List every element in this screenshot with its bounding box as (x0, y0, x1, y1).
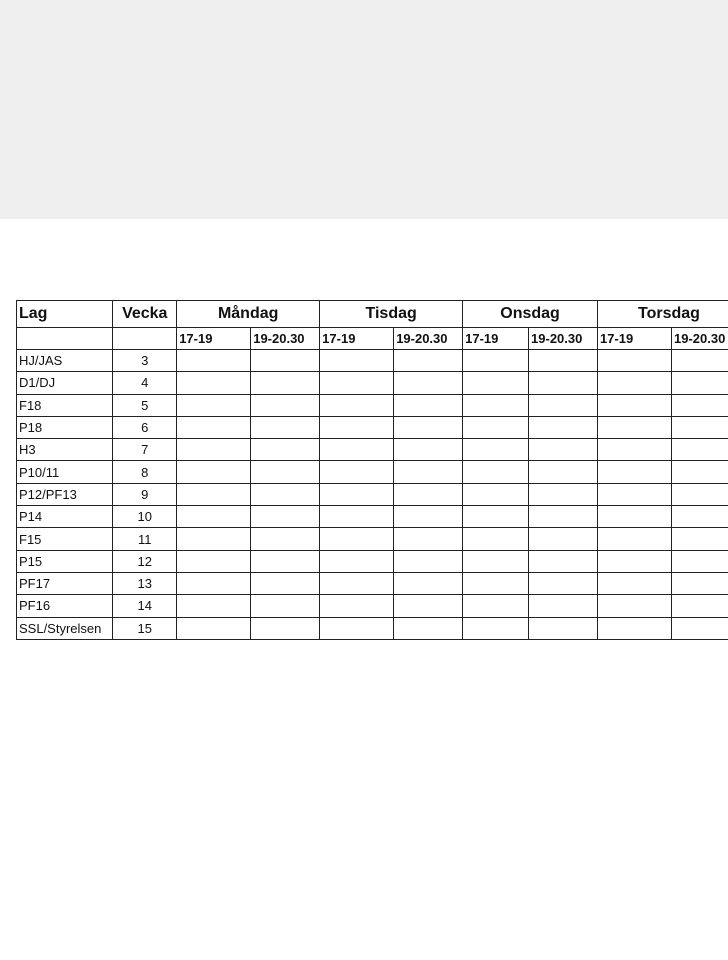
schedule-cell[interactable] (394, 506, 463, 528)
schedule-cell[interactable] (251, 550, 320, 572)
team-cell: PF16 (17, 595, 113, 617)
schedule-cell[interactable] (671, 506, 728, 528)
week-cell: 4 (113, 372, 177, 394)
schedule-cell[interactable] (463, 372, 529, 394)
week-cell: 13 (113, 572, 177, 594)
schedule-cell[interactable] (597, 461, 671, 483)
week-cell: 14 (113, 595, 177, 617)
schedule-cell[interactable] (177, 617, 251, 639)
table-row (17, 372, 728, 394)
schedule-cell[interactable] (320, 595, 394, 617)
table-row (17, 572, 728, 594)
schedule-cell[interactable] (463, 506, 529, 528)
blank-cell (113, 328, 177, 350)
schedule-cell[interactable] (177, 372, 251, 394)
schedule-cell[interactable] (394, 394, 463, 416)
slot-mandag-late: 19-20.30 (251, 328, 320, 350)
table-row (17, 595, 728, 617)
schedule-cell[interactable] (463, 416, 529, 438)
schedule-cell[interactable] (671, 595, 728, 617)
schedule-cell[interactable] (597, 416, 671, 438)
schedule-cell[interactable] (463, 528, 529, 550)
slot-tisdag-early: 17-19 (320, 328, 394, 350)
slot-torsdag-early: 17-19 (597, 328, 671, 350)
schedule-cell[interactable] (394, 483, 463, 505)
week-cell: 3 (113, 350, 177, 372)
schedule-cell[interactable] (394, 372, 463, 394)
schedule-cell[interactable] (251, 528, 320, 550)
schedule-cell[interactable] (394, 416, 463, 438)
team-cell: P18 (17, 416, 113, 438)
schedule-cell[interactable] (320, 572, 394, 594)
header-vecka: Vecka (113, 301, 177, 328)
schedule-cell[interactable] (320, 617, 394, 639)
schedule-cell[interactable] (671, 394, 728, 416)
team-cell: H3 (17, 439, 113, 461)
team-cell: HJ/JAS (17, 350, 113, 372)
team-cell: D1/DJ (17, 372, 113, 394)
schedule-cell[interactable] (671, 528, 728, 550)
schedule-cell[interactable] (597, 595, 671, 617)
schedule-cell[interactable] (597, 483, 671, 505)
schedule-cell[interactable] (177, 439, 251, 461)
schedule-cell[interactable] (320, 394, 394, 416)
schedule-cell[interactable] (529, 483, 598, 505)
slot-onsdag-early: 17-19 (463, 328, 529, 350)
schedule-table (16, 300, 728, 640)
schedule-cell[interactable] (597, 550, 671, 572)
header-day-torsdag: Torsdag (597, 301, 728, 328)
schedule-cell[interactable] (320, 506, 394, 528)
week-cell: 10 (113, 506, 177, 528)
schedule-cell[interactable] (463, 595, 529, 617)
schedule-cell[interactable] (463, 394, 529, 416)
table-row (17, 483, 728, 505)
schedule-cell[interactable] (529, 461, 598, 483)
schedule-cell[interactable] (251, 617, 320, 639)
table-row (17, 416, 728, 438)
time-slot-row (17, 328, 728, 350)
schedule-cell[interactable] (671, 350, 728, 372)
header-day-tisdag: Tisdag (320, 301, 463, 328)
schedule-cell[interactable] (177, 394, 251, 416)
schedule-cell[interactable] (251, 439, 320, 461)
schedule-cell[interactable] (529, 595, 598, 617)
schedule-cell[interactable] (597, 394, 671, 416)
schedule-cell[interactable] (463, 350, 529, 372)
header-day-mandag: Måndag (177, 301, 320, 328)
schedule-cell[interactable] (320, 550, 394, 572)
slot-mandag-early: 17-19 (177, 328, 251, 350)
schedule-cell[interactable] (320, 483, 394, 505)
team-cell: P10/11 (17, 461, 113, 483)
schedule-cell[interactable] (177, 550, 251, 572)
team-cell: P12/PF13 (17, 483, 113, 505)
schedule-cell[interactable] (177, 483, 251, 505)
week-cell: 6 (113, 416, 177, 438)
table-row (17, 506, 728, 528)
schedule-cell[interactable] (671, 439, 728, 461)
schedule-cell[interactable] (177, 506, 251, 528)
schedule-cell[interactable] (251, 572, 320, 594)
schedule-cell[interactable] (320, 416, 394, 438)
schedule-cell[interactable] (320, 528, 394, 550)
schedule-cell[interactable] (251, 416, 320, 438)
schedule-cell[interactable] (177, 416, 251, 438)
top-gray-band (0, 0, 728, 219)
schedule-cell[interactable] (177, 595, 251, 617)
schedule-cell[interactable] (529, 416, 598, 438)
schedule-cell[interactable] (529, 572, 598, 594)
schedule-cell[interactable] (597, 506, 671, 528)
slot-torsdag-late: 19-20.30 (671, 328, 728, 350)
schedule-cell[interactable] (394, 461, 463, 483)
schedule-cell[interactable] (529, 528, 598, 550)
week-cell: 5 (113, 394, 177, 416)
schedule-cell[interactable] (320, 372, 394, 394)
schedule-cell[interactable] (251, 506, 320, 528)
slot-onsdag-late: 19-20.30 (529, 328, 598, 350)
schedule-cell[interactable] (597, 528, 671, 550)
schedule-sheet (16, 300, 728, 640)
week-cell: 11 (113, 528, 177, 550)
schedule-cell[interactable] (671, 550, 728, 572)
team-cell: F15 (17, 528, 113, 550)
schedule-cell[interactable] (394, 617, 463, 639)
schedule-cell[interactable] (529, 550, 598, 572)
table-row (17, 394, 728, 416)
slot-tisdag-late: 19-20.30 (394, 328, 463, 350)
schedule-cell[interactable] (177, 528, 251, 550)
schedule-cell[interactable] (597, 572, 671, 594)
schedule-cell[interactable] (529, 617, 598, 639)
schedule-cell[interactable] (529, 350, 598, 372)
schedule-cell[interactable] (463, 461, 529, 483)
table-row (17, 550, 728, 572)
week-cell: 12 (113, 550, 177, 572)
schedule-cell[interactable] (177, 461, 251, 483)
schedule-cell[interactable] (463, 483, 529, 505)
team-cell: P15 (17, 550, 113, 572)
schedule-cell[interactable] (463, 617, 529, 639)
team-cell: SSL/Styrelsen (17, 617, 113, 639)
week-cell: 9 (113, 483, 177, 505)
table-row (17, 528, 728, 550)
table-row (17, 617, 728, 639)
schedule-cell[interactable] (394, 439, 463, 461)
schedule-cell[interactable] (251, 394, 320, 416)
schedule-cell[interactable] (320, 350, 394, 372)
schedule-cell[interactable] (394, 350, 463, 372)
schedule-cell[interactable] (671, 572, 728, 594)
team-cell: F18 (17, 394, 113, 416)
schedule-cell[interactable] (597, 372, 671, 394)
team-cell: PF17 (17, 572, 113, 594)
team-cell: P14 (17, 506, 113, 528)
schedule-cell[interactable] (529, 506, 598, 528)
schedule-cell[interactable] (251, 483, 320, 505)
schedule-cell[interactable] (671, 461, 728, 483)
schedule-cell[interactable] (597, 439, 671, 461)
schedule-cell[interactable] (251, 595, 320, 617)
schedule-cell[interactable] (394, 550, 463, 572)
schedule-cell[interactable] (394, 572, 463, 594)
schedule-cell[interactable] (177, 350, 251, 372)
schedule-cell[interactable] (251, 372, 320, 394)
schedule-cell[interactable] (529, 372, 598, 394)
schedule-cell[interactable] (597, 350, 671, 372)
schedule-cell[interactable] (251, 461, 320, 483)
header-row (17, 301, 728, 328)
week-cell: 15 (113, 617, 177, 639)
schedule-cell[interactable] (671, 617, 728, 639)
schedule-cell[interactable] (463, 550, 529, 572)
header-lag: Lag (17, 301, 113, 328)
schedule-cell[interactable] (251, 350, 320, 372)
schedule-cell[interactable] (320, 461, 394, 483)
table-row (17, 439, 728, 461)
schedule-cell[interactable] (394, 595, 463, 617)
schedule-cell[interactable] (463, 572, 529, 594)
header-day-onsdag: Onsdag (463, 301, 598, 328)
schedule-cell[interactable] (394, 528, 463, 550)
blank-cell (17, 328, 113, 350)
table-row (17, 461, 728, 483)
week-cell: 8 (113, 461, 177, 483)
schedule-cell[interactable] (177, 572, 251, 594)
schedule-cell[interactable] (529, 394, 598, 416)
schedule-cell[interactable] (529, 439, 598, 461)
week-cell: 7 (113, 439, 177, 461)
schedule-cell[interactable] (597, 617, 671, 639)
schedule-cell[interactable] (671, 483, 728, 505)
schedule-cell[interactable] (671, 416, 728, 438)
schedule-cell[interactable] (320, 439, 394, 461)
schedule-cell[interactable] (463, 439, 529, 461)
table-row (17, 350, 728, 372)
schedule-cell[interactable] (671, 372, 728, 394)
